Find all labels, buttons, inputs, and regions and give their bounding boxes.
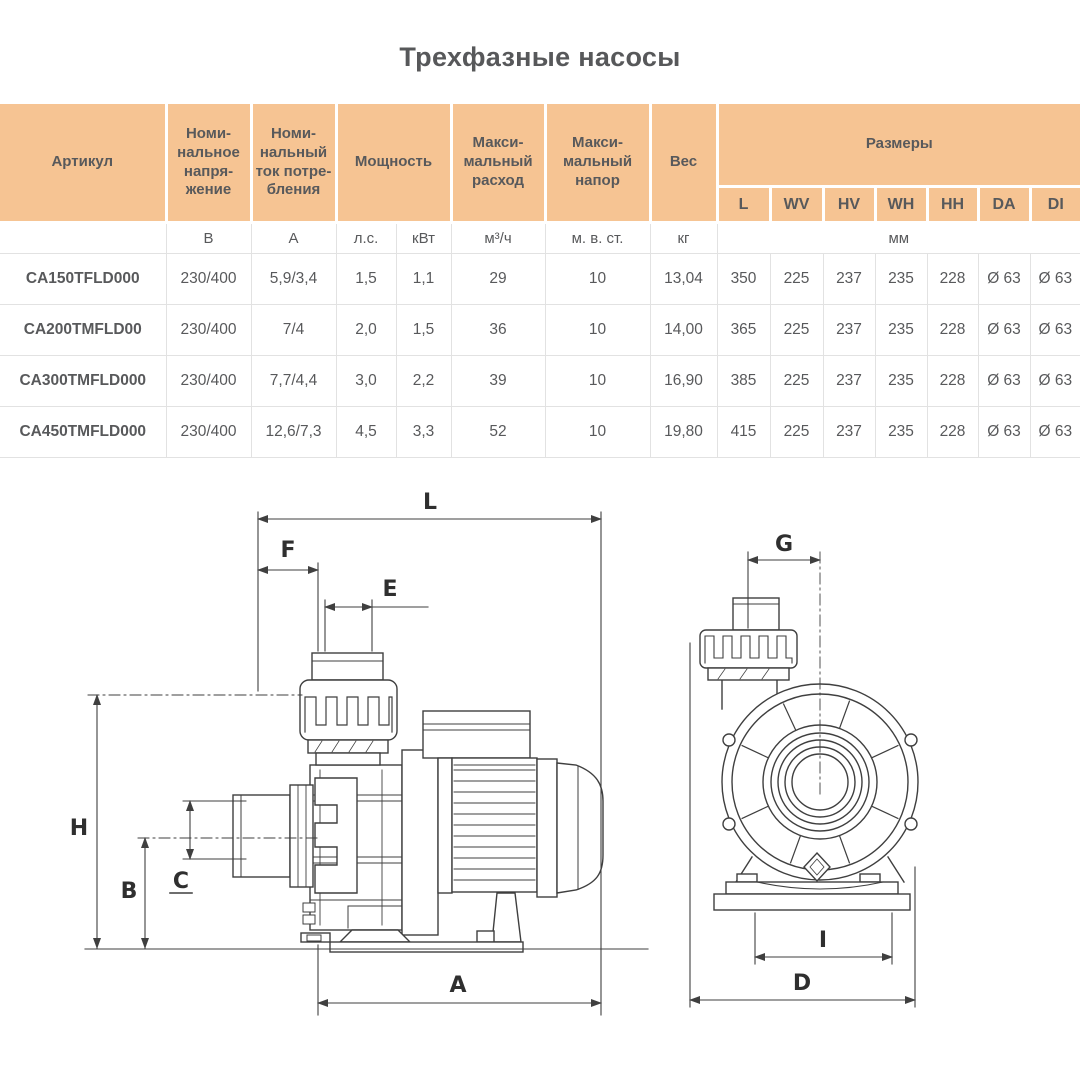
dim-label-l: L [422,490,438,515]
cell-hp: 2,0 [336,305,396,356]
cell-current: 12,6/7,3 [251,407,336,458]
cell-dim-da: Ø 63 [978,407,1030,458]
cell-head: 10 [545,305,650,356]
unit-kw: кВт [396,223,451,254]
cell-dim-hh: 228 [927,305,978,356]
pump-front-view [700,598,918,910]
cell-dim-wh: 235 [875,407,927,458]
cell-kw: 2,2 [396,356,451,407]
cell-flow: 29 [451,254,545,305]
inlet-pipe-front [733,598,779,630]
cell-dim-hv: 237 [823,305,875,356]
table-row [0,254,1080,305]
cell-dim-hh: 228 [927,407,978,458]
hose-connector-pipe [233,795,290,877]
col-header-head: Макси-мальный напор [545,103,650,223]
col-header-dim-di: DI [1030,187,1080,223]
dim-label-e: E [382,577,398,602]
col-header-dimensions: Размеры [717,103,1080,187]
cell-weight: 14,00 [650,305,717,356]
cell-dim-da: Ø 63 [978,356,1030,407]
unit-head: м. в. ст. [545,223,650,254]
cell-dim-da: Ø 63 [978,305,1030,356]
pump-spec-table [0,101,1080,458]
dim-label-h: H [69,816,89,841]
cell-kw: 3,3 [396,407,451,458]
cell-dim-di: Ø 63 [1030,254,1080,305]
dim-label-b: B [120,879,138,904]
cell-dim-l: 385 [717,356,770,407]
cell-current: 5,9/3,4 [251,254,336,305]
col-header-dim-l: L [717,187,770,223]
units-row [0,223,1080,254]
cell-dim-di: Ø 63 [1030,356,1080,407]
table-row [0,356,1080,407]
col-header-current: Номи-нальный ток потре-бления [251,103,336,223]
unit-weight: кг [650,223,717,254]
col-header-dim-wh: WH [875,187,927,223]
cell-flow: 52 [451,407,545,458]
dim-label-a: A [449,973,467,998]
cell-hp: 4,5 [336,407,396,458]
cell-flow: 36 [451,305,545,356]
cell-current: 7/4 [251,305,336,356]
cell-dim-di: Ø 63 [1030,305,1080,356]
cell-flow: 39 [451,356,545,407]
cell-hp: 3,0 [336,356,396,407]
col-header-dim-hv: HV [823,187,875,223]
dim-label-d: D [792,971,812,996]
cell-dim-l: 365 [717,305,770,356]
cell-voltage: 230/400 [166,254,251,305]
cell-kw: 1,5 [396,305,451,356]
pump-side-view [233,653,603,952]
cell-article: CA300TMFLD000 [0,356,166,407]
union-nut-side [300,680,397,740]
cell-dim-wh: 235 [875,356,927,407]
cell-dim-wv: 225 [770,407,823,458]
cell-hp: 1,5 [336,254,396,305]
table-row [0,305,1080,356]
unit-voltage: В [166,223,251,254]
cell-dim-l: 350 [717,254,770,305]
col-header-article: Артикул [0,103,166,223]
cell-dim-wh: 235 [875,254,927,305]
cell-head: 10 [545,356,650,407]
col-header-flow: Макси-мальный расход [451,103,545,223]
cell-article: CA150TFLD000 [0,254,166,305]
cell-weight: 19,80 [650,407,717,458]
dim-label-g: G [774,532,794,557]
dim-label-i: I [818,928,828,953]
inlet-pipe-side [312,653,383,680]
col-header-power: Мощность [336,103,451,223]
cell-head: 10 [545,254,650,305]
cell-dim-hh: 228 [927,254,978,305]
cell-voltage: 230/400 [166,305,251,356]
unit-dims: мм [717,223,1080,254]
cell-article: CA450TMFLD000 [0,407,166,458]
col-header-dim-wv: WV [770,187,823,223]
cell-head: 10 [545,407,650,458]
cell-current: 7,7/4,4 [251,356,336,407]
cell-dim-hh: 228 [927,356,978,407]
page-title: Трехфазные насосы [399,42,681,72]
unit-hp: л.с. [336,223,396,254]
col-header-dim-da: DA [978,187,1030,223]
cell-dim-da: Ø 63 [978,254,1030,305]
cell-voltage: 230/400 [166,407,251,458]
hose-clamp [315,778,357,893]
col-header-dim-hh: HH [927,187,978,223]
unit-flow: м³/ч [451,223,545,254]
cell-weight: 13,04 [650,254,717,305]
header-row-main [0,103,1080,187]
cell-weight: 16,90 [650,356,717,407]
cell-dim-l: 415 [717,407,770,458]
dim-label-f: F [280,538,296,563]
cell-dim-hv: 237 [823,407,875,458]
technical-drawing [0,485,1080,1080]
cell-dim-wv: 225 [770,254,823,305]
cell-dim-wv: 225 [770,305,823,356]
cell-dim-wv: 225 [770,356,823,407]
cell-kw: 1,1 [396,254,451,305]
unit-current: А [251,223,336,254]
table-row [0,407,1080,458]
pump-dimension-drawing [0,485,1080,1075]
cell-voltage: 230/400 [166,356,251,407]
cell-dim-hv: 237 [823,254,875,305]
col-header-voltage: Номи-нальное напря-жение [166,103,251,223]
unit-article-empty [0,223,166,254]
col-header-weight: Вес [650,103,717,223]
cell-dim-di: Ø 63 [1030,407,1080,458]
dim-label-c: C [172,869,190,894]
cell-article: CA200TMFLD00 [0,305,166,356]
cell-dim-wh: 235 [875,305,927,356]
cell-dim-hv: 237 [823,356,875,407]
